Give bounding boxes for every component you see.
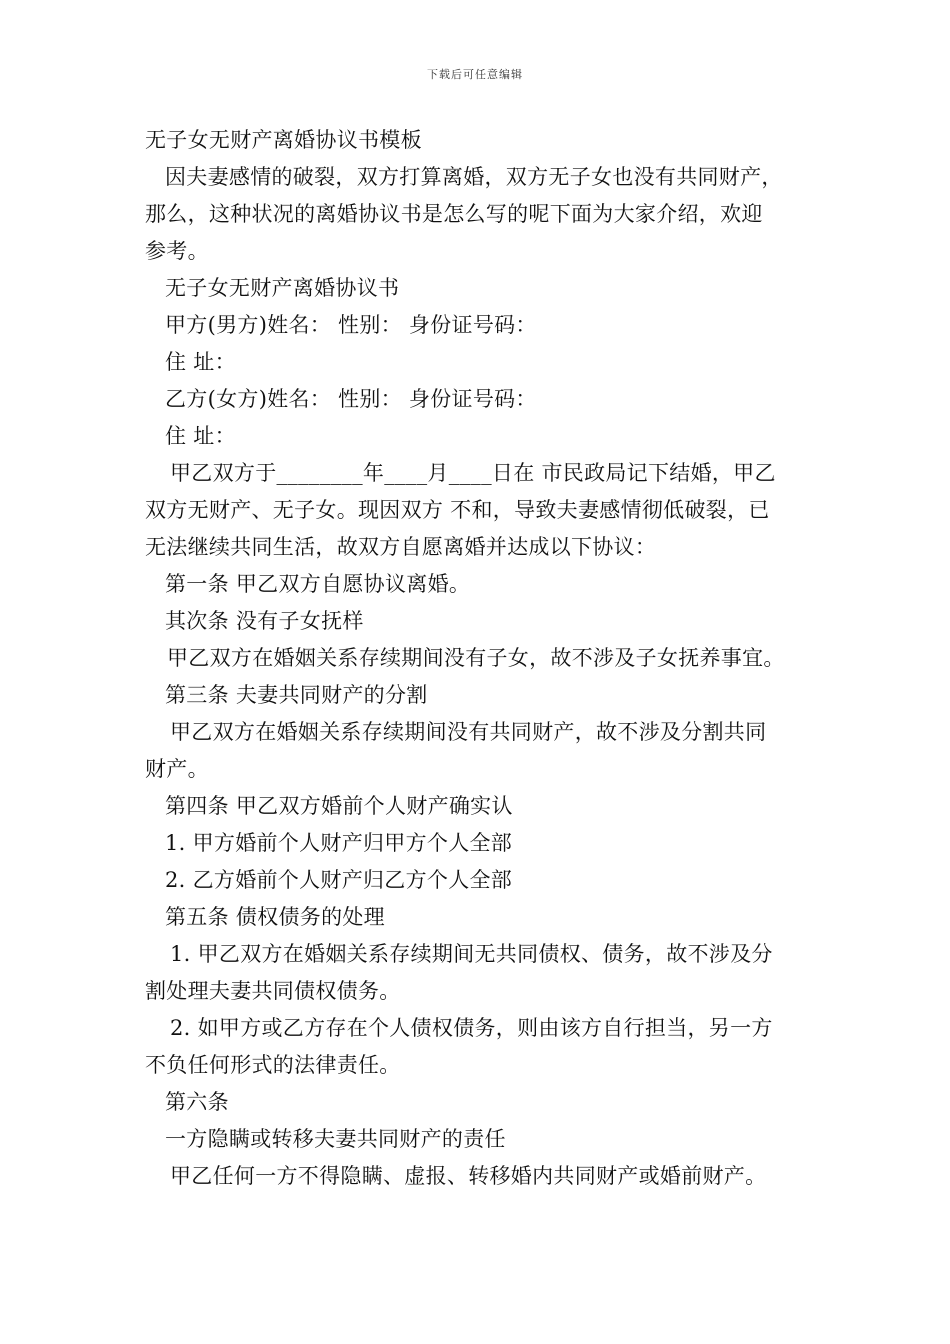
article-heading: 第六条 (165, 1090, 229, 1114)
paragraph-line: 甲乙双方在婚姻关系存续期间没有子女，故不涉及子女抚养事宜。 (167, 646, 785, 670)
paragraph-line: 割处理夫妻共同债权债务。 (145, 979, 401, 1003)
paragraph-line: 不负任何形式的法律责任。 (145, 1053, 401, 1077)
article-heading: 第三条 夫妻共同财产的分割 (165, 683, 428, 707)
article-heading: 第一条 甲乙双方自愿协议离婚。 (165, 572, 471, 596)
paragraph-line: 甲乙任何一方不得隐瞒、虚报、转移婚内共同财产或婚前财产。 (170, 1164, 767, 1188)
paragraph-line: 参考。 (145, 239, 209, 263)
paragraph-line: 无法继续共同生活，故双方自愿离婚并达成以下协议： (145, 535, 657, 559)
party-b-address: 住 址： (165, 424, 236, 448)
list-item: 2. 如甲方或乙方存在个人债权债务，则由该方自行担当，另一方 (170, 1016, 773, 1040)
document-body (145, 122, 811, 1195)
paragraph-line: 因夫妻感情的破裂，双方打算离婚，双方无子女也没有共同财产， (165, 165, 783, 189)
paragraph-line: 甲乙双方在婚姻关系存续期间没有共同财产，故不涉及分割共同 (170, 720, 767, 744)
paragraph-line: 那么，这种状况的离婚协议书是怎么写的呢下面为大家介绍，欢迎 (145, 202, 763, 226)
article-heading: 第五条 债权债务的处理 (165, 905, 385, 929)
list-item: 1. 甲乙双方在婚姻关系存续期间无共同债权、债务，故不涉及分 (170, 942, 773, 966)
party-b-info: 乙方(女方)姓名： 性别： 身份证号码： (165, 387, 537, 411)
list-item: 1. 甲方婚前个人财产归甲方个人全部 (165, 831, 513, 855)
paragraph-line: 财产。 (145, 757, 209, 781)
party-a-info: 甲方(男方)姓名： 性别： 身份证号码： (165, 313, 537, 337)
article-heading: 第四条 甲乙双方婚前个人财产确实认 (165, 794, 513, 818)
article-subheading: 一方隐瞒或转移夫妻共同财产的责任 (165, 1127, 506, 1151)
document-title: 无子女无财产离婚协议书模板 (145, 128, 422, 152)
agreement-title: 无子女无财产离婚协议书 (165, 276, 400, 300)
list-item: 2. 乙方婚前个人财产归乙方个人全部 (165, 868, 513, 892)
party-a-address: 住 址： (165, 350, 236, 374)
page-header: 下载后可任意编辑 (427, 68, 523, 81)
article-heading: 其次条 没有子女抚样 (165, 609, 364, 633)
paragraph-line: 甲乙双方于________年____月____日在 市民政局记下结婚，甲乙 (170, 461, 776, 485)
paragraph-line: 双方无财产、无子女。现因双方 不和，导致夫妻感情彻低破裂，已 (145, 498, 770, 522)
